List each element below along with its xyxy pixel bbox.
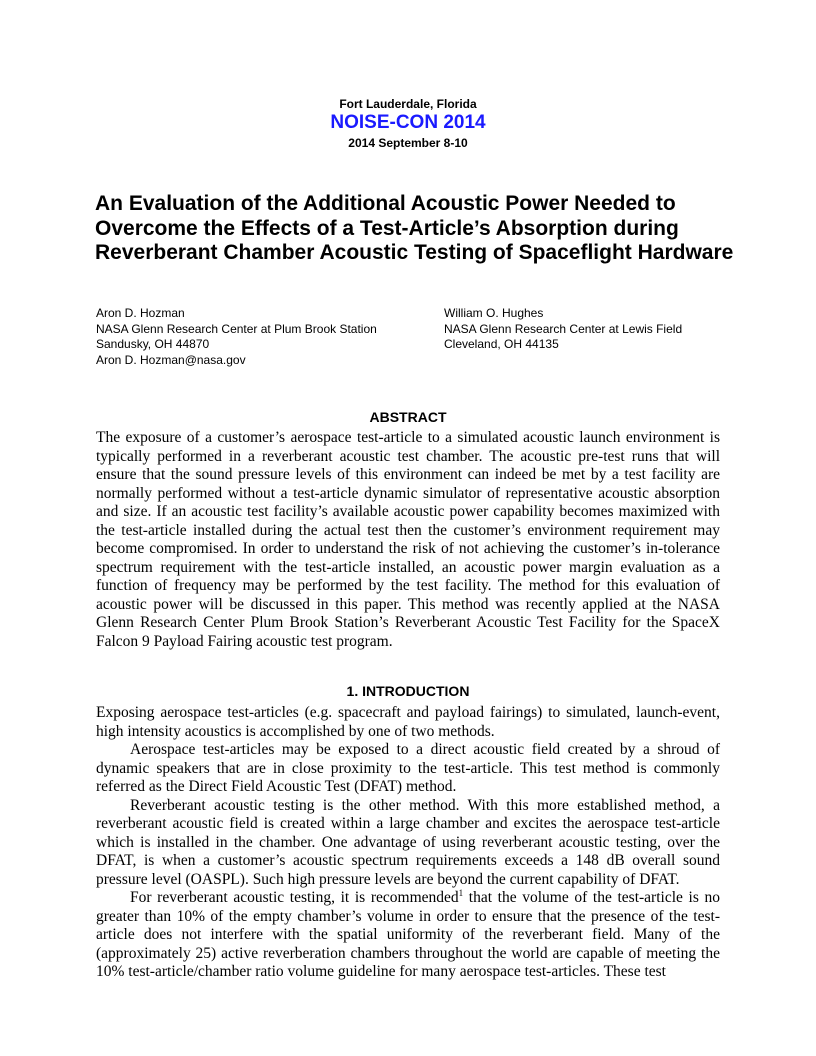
author-city: Sandusky, OH 44870 bbox=[96, 337, 210, 352]
conference-name: NOISE-CON 2014 bbox=[330, 112, 486, 133]
author-name: William O. Hughes bbox=[444, 306, 544, 320]
intro-paragraph-4 bbox=[96, 889, 720, 982]
author-block-2 bbox=[444, 306, 744, 353]
intro-paragraph-2: Aerospace test-articles may be exposed to a direct acoustic field created by a shroud of dynamic speakers that are in close proximity to the test-article. This test method is commonly referred as the Direct Field Acoustic Test (DFAT) method. bbox=[96, 741, 720, 795]
intro-paragraph-3: Reverberant acoustic testing is the other method. With this more established method, a reverberant acoustic field is created within a large chamber and excites the aerospace test-article which is installed in the chamber. One advantage of using reverberant acoustic testing, over the DFAT, is when a customer’s acoustic spectrum requirements exceeds a 148 dB overall sound pressure level (OASPL). Such high pressure levels are beyond the current capability of DFAT. bbox=[96, 796, 720, 888]
conference-location: Fort Lauderdale, Florida bbox=[339, 97, 477, 111]
author-affiliation: NASA Glenn Research Center at Lewis Field bbox=[444, 321, 683, 336]
author-block-1 bbox=[96, 306, 436, 368]
author-city: Cleveland, OH 44135 bbox=[444, 337, 559, 352]
intro-paragraph-4-part-2: that the volume of the test-article is no greater than 10% of the empty chamber’s volume in order to ensure that the presence of the test-article does not interfere with the spatial uniformity of the reverberant field. Many of the (approximately 25) active reverberation chambers throughout the world are capable of meeting the 10% test-article/chamber ratio volume guideline for many aerospace test-articles. These test bbox=[96, 889, 721, 980]
reference-marker[interactable]: 1 bbox=[458, 888, 464, 898]
author-email: Aron D. Hozman@nasa.gov bbox=[96, 352, 246, 367]
abstract-text: The exposure of a customer’s aerospace test-article to a simulated acoustic launch environment is typically performed in a reverberant acoustic test chamber. The acoustic pre-test runs that will ensure that the sound pressure levels of this environment can indeed be met by a test facility are normally performed without a test-article dynamic simulator of representative acoustic absorption and size. If an acoustic test facility’s available acoustic power capability becomes maximized with the test-article installed during the actual test then the customer’s environment requirement may become compromised. In order to understand the risk of not achieving the customer’s in-tolerance spectrum requirement with the test-article installed, an acoustic power margin evaluation as a function of frequency may be performed by the test facility. The method for this evaluation of acoustic power will be discussed in this paper. This method was recently applied at the NASA Glenn Research Center Plum Brook Station’s Reverberant Acoustic Test Facility for the SpaceX Falcon 9 Payload Fairing acoustic test program. bbox=[96, 429, 720, 650]
author-affiliation: NASA Glenn Research Center at Plum Brook Station bbox=[96, 321, 377, 336]
introduction-body bbox=[96, 704, 720, 982]
introduction-heading: 1. INTRODUCTION bbox=[346, 683, 470, 699]
intro-paragraph-4-part-1: For reverberant acoustic testing, it is recommended bbox=[130, 889, 459, 906]
conference-dates: 2014 September 8-10 bbox=[348, 136, 468, 150]
abstract-heading: ABSTRACT bbox=[369, 409, 447, 425]
paper-title: An Evaluation of the Additional Acoustic Power Needed to Overcome the Effects of a Test-Article’s Absorption during Reverberant Chamber Acoustic Testing of Spaceflight Hardware bbox=[95, 192, 734, 264]
author-name: Aron D. Hozman bbox=[96, 306, 185, 320]
intro-paragraph-1: Exposing aerospace test-articles (e.g. spacecraft and payload fairings) to simulated, launch-event, high intensity acoustics is accomplished by one of two methods. bbox=[96, 704, 720, 740]
